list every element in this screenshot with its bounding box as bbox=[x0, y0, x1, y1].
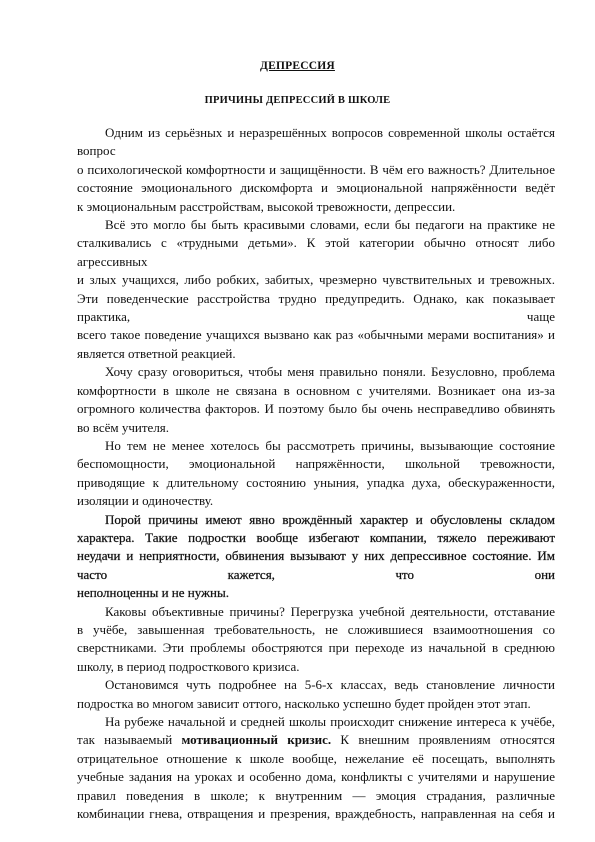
text-line: неудачи и неприятности, обвинения вызывают у них депрессивное состояние. Им bbox=[77, 548, 555, 564]
text-line: сталкивались с «трудными детьми». К этой категории обычно относят либо bbox=[77, 235, 555, 251]
paragraph-7 bbox=[77, 676, 555, 713]
text-fragment: К внешним проявлениям относятся bbox=[331, 732, 555, 748]
word: чаще bbox=[526, 309, 555, 325]
document-body bbox=[77, 124, 555, 823]
text-line: всего такое поведение учащихся вызвано как раз «обычными мерами воспитания» и bbox=[77, 327, 555, 343]
text-line bbox=[77, 566, 555, 584]
text-line: приводящие к длительному состоянию уныния, упадка духа, обескураженности, bbox=[77, 474, 555, 490]
word: часто bbox=[77, 566, 108, 582]
text-line: Остановимся чуть подробнее на 5-6-х классах, ведь становление личности bbox=[105, 677, 555, 693]
paragraph-8 bbox=[77, 713, 555, 823]
text-line: комбинации гнева, отвращения и презрения, враждебность, направленная на себя и bbox=[77, 806, 555, 822]
paragraph-1 bbox=[77, 124, 555, 216]
text-line: правил поведения в школе; к внутренним — эмоция страдания, различные bbox=[77, 787, 555, 803]
text-line: подростка во многом зависит оттого, насколько успешно будет пройден этот этап. bbox=[77, 695, 531, 711]
text-line: изоляции и одиночеству. bbox=[77, 493, 214, 509]
text-line bbox=[77, 308, 555, 326]
paragraph-4 bbox=[77, 437, 555, 511]
text-line: и злых учащихся, либо робких, забитых, чрезмерно чувствительных и тревожных. bbox=[77, 272, 555, 288]
emphasized-term: мотивационный кризис. bbox=[181, 732, 332, 748]
text-line: Хочу сразу оговориться, чтобы меня правильно поняли. Безусловно, проблема bbox=[105, 364, 555, 380]
text-line: школу, в период подросткового кризиса. bbox=[77, 658, 300, 674]
text-line: состояние эмоционального дискомфорта и эмоциональной напряжённости ведёт bbox=[77, 180, 555, 196]
text-line: учебные задания на уроках и особенно дома, конфликты с учителями и нарушение bbox=[77, 769, 555, 785]
text-line: во всём учителя. bbox=[77, 419, 170, 435]
paragraph-2 bbox=[77, 216, 555, 363]
text-line: комфортности в школе не связана в основном с учителями. Возникает она из-за bbox=[77, 382, 555, 398]
text-line: агрессивных bbox=[77, 253, 148, 269]
text-line: огромного количества факторов. И поэтому было бы очень несправедливо обвинять bbox=[77, 401, 555, 417]
word: что bbox=[395, 566, 415, 582]
text-line: Эти поведенческие расстройства трудно предупредить. Однако, как показывает bbox=[77, 290, 555, 306]
text-line: Одним из серьёзных и неразрешённых вопросов современной школы остаётся bbox=[105, 125, 555, 140]
paragraph-5 bbox=[77, 511, 555, 603]
word: практика, bbox=[77, 309, 131, 325]
text-line: Но тем не менее хотелось бы рассмотреть причины, вызывающие состояние bbox=[105, 437, 555, 453]
paragraph-3 bbox=[77, 363, 555, 437]
word: кажется, bbox=[227, 566, 275, 582]
text-line: На рубеже начальной и средней школы происходит снижение интереса к учёбе, bbox=[105, 714, 555, 729]
paragraph-6 bbox=[77, 603, 555, 677]
text-line: характера. Такие подростки вообще избегают компании, тяжело переживают bbox=[77, 529, 555, 545]
text-line bbox=[77, 731, 555, 749]
text-line: Каковы объективные причины? Перегрузка учебной деятельности, отставание bbox=[105, 603, 555, 619]
text-line: вопрос bbox=[77, 143, 116, 159]
text-line: отрицательное отношение к школе вообще, нежелание её посещать, выполнять bbox=[77, 750, 555, 766]
text-line: Всё это могло бы быть красивыми словами, если бы педагоги на практике не bbox=[105, 217, 555, 233]
text-line: Порой причины имеют явно врождённый характер и обусловлены складом bbox=[105, 511, 555, 527]
document-title: ДЕПРЕССИЯ bbox=[260, 60, 335, 72]
text-line: в учёбе, завышенная требовательность, не сложившиеся взаимоотношения со bbox=[77, 621, 555, 637]
text-line: беспомощности, эмоциональной напряжённости, школьной тревожности, bbox=[77, 456, 555, 472]
text-line: о психологической комфортности и защищённости. В чём его важность? Длительное bbox=[77, 161, 555, 177]
document-subtitle: ПРИЧИНЫ ДЕПРЕССИЙ В ШКОЛЕ bbox=[204, 95, 391, 106]
text-line: является ответной реакцией. bbox=[77, 345, 236, 361]
text-line: сверстниками. Эти проблемы обостряются при переходе из начальной в среднюю bbox=[77, 640, 555, 656]
text-line: неполноценны и не нужны. bbox=[77, 585, 229, 601]
word: они bbox=[534, 566, 555, 582]
text-fragment: так называемый bbox=[77, 732, 182, 748]
text-line: к эмоциональным расстройствам, высокой тревожности, депрессии. bbox=[77, 198, 456, 214]
